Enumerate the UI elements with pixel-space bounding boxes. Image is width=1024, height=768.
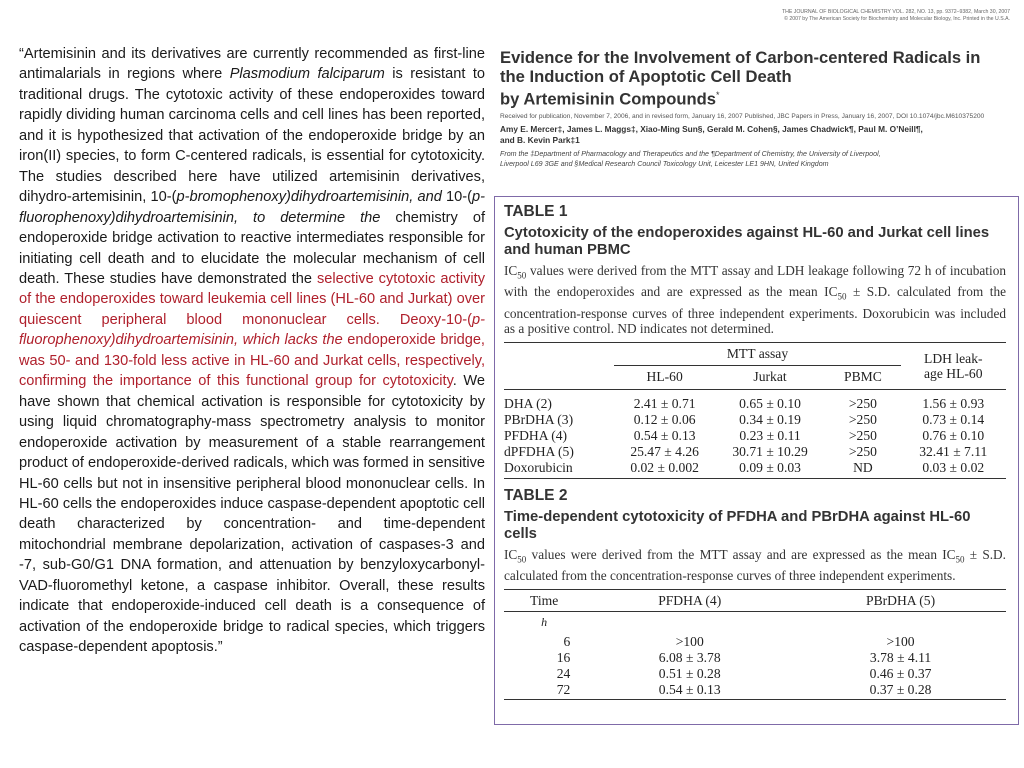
abstract-text-4: chemistry of endoperoxide bridge activation to reactive intermediates responsible for initiating cell death and to elucidate the molecular mechanism of cell death. These studies have demonstrated the: [19, 209, 486, 287]
table-row: [504, 460, 1006, 478]
table2-cell-time: 72: [556, 681, 571, 697]
table1-caption: Cytotoxicity of the endoperoxides against HL-60 and Jurkat cell lines and human PBMC: [504, 225, 990, 258]
table2-caption: Time-dependent cytotoxicity of PFDHA and PBrDHA against HL-60 cells: [504, 509, 971, 542]
article-title-footnote-mark: *: [716, 90, 720, 100]
table1-cell-pbmc: >250: [848, 396, 877, 412]
table2-cell-pfdha: 6.08 ± 3.78: [658, 649, 721, 665]
abstract-quote: [19, 44, 485, 658]
table2-cell-pfdha: 0.54 ± 0.13: [658, 681, 721, 697]
table1-cell-name: PBrDHA (3): [504, 412, 574, 428]
article-authors: [500, 124, 1015, 146]
table1-cell-name: DHA (2): [504, 396, 552, 412]
abstract-highlight-1: selective cytotoxic activity of the endoperoxides toward leukemia cell lines (HL-60 and Jurkat) over quiescent peripheral blood mononuclear cells. Deoxy-10-(: [19, 270, 485, 328]
abstract-text-2: is resistant to traditional drugs. The cytotoxic activity of these endoperoxides toward rapidly dividing human carcinoma cells and cell lines has been reported, and it is hypothesized that activation of the endoperoxide bridge by an iron(II) species, to form C-centered radicals, is essential for cytotoxicity. The studies described here have utilized artemisinin derivatives, dihydro-artemisinin, 10-(: [19, 66, 486, 206]
table1-grid: [504, 342, 1006, 479]
table-row: [504, 428, 1006, 444]
abstract-italic-1: Plasmodium falciparum: [229, 66, 385, 83]
table1-cell-hl60: 0.02 ± 0.002: [630, 460, 699, 476]
table1-cell-jurkat: 0.23 ± 0.11: [739, 428, 801, 444]
table1-group-header: MTT assay: [614, 343, 900, 366]
table2-cell-pfdha: 0.51 ± 0.28: [658, 665, 721, 681]
abstract-highlight-2: endoperoxide bridge, was 50- and 130-fold less active in HL-60 and Jurkat cells, respectively, confirming the importance of this functional group for cytotoxicity: [19, 332, 485, 390]
article-meta: Received for publication, November 7, 2006, and in revised form, January 16, 2007 Published, JBC Papers in Press, January 16, 2007, DOI 10.1074/jbc.M610375200: [500, 112, 985, 120]
article-title-line1: Evidence for the Involvement of Carbon-centered Radicals in: [500, 48, 981, 67]
table2-desc-sub2: 50: [955, 554, 965, 565]
table1-cell-jurkat: 0.34 ± 0.19: [739, 412, 801, 428]
table1-desc-sub2: 50: [837, 292, 847, 303]
table1-desc-b: values were derived from the MTT assay and LDH leakage following 72 h of incubation with the endoperoxides and are expressed as the mean IC: [504, 263, 1006, 300]
abstract-highlight-italic: p-fluorophenoxy)dihydroartemisinin, which lacks the: [19, 311, 485, 349]
article-title-line3-text: by Artemisinin Compounds: [500, 89, 717, 109]
tables-frame: [494, 196, 1019, 725]
table1-cell-pbmc: >250: [848, 412, 877, 428]
article-affiliation-line2: Liverpool L69 3GE and §Medical Research Council Toxicology Unit, Leicester LE1 9HN, United Kingdom: [500, 159, 829, 168]
table-row: [504, 444, 1006, 460]
table1-col-ldh-line2: age HL-60: [924, 366, 983, 382]
table2-cell-pfdha: >100: [675, 633, 704, 649]
table2-desc-sub: 50: [517, 554, 527, 565]
table1-cell-pbmc: >250: [848, 428, 877, 444]
article-title-line3: [500, 86, 1015, 109]
table2-desc-a: IC: [504, 547, 518, 562]
journal-header-line1: THE JOURNAL OF BIOLOGICAL CHEMISTRY VOL. 282, NO. 13, pp. 9372–9382, March 30, 2007: [781, 9, 1010, 15]
table1-description: [504, 263, 1006, 337]
table1-col-pbmc: PBMC: [844, 369, 882, 385]
table2-cell-pbrdha: 0.37 ± 0.28: [869, 681, 932, 697]
table-row: [504, 412, 1006, 428]
abstract-italic-2: p-bromophenoxy)dihydroartemisinin, and: [176, 189, 442, 206]
table1-cell-name: dPFDHA (5): [504, 444, 574, 460]
table1-cell-ldh: 0.73 ± 0.14: [922, 412, 985, 428]
article-authors-line1: Amy E. Mercer‡, James L. Maggs‡, Xiao-Ming Sun§, Gerald M. Cohen§, James Chadwick¶, Paul M. O’Neill¶,: [500, 123, 923, 134]
table2-cell-pbrdha: 3.78 ± 4.11: [869, 649, 932, 665]
table2-col-pfdha: PFDHA (4): [658, 592, 722, 608]
table1-cell-jurkat: 0.09 ± 0.03: [739, 460, 801, 476]
table1-label: TABLE 1: [504, 203, 568, 220]
journal-header-line2: © 2007 by The American Society for Biochemistry and Molecular Biology, Inc. Printed in the U.S.A.: [784, 16, 1010, 22]
table1-cell-ldh: 0.76 ± 0.10: [922, 428, 985, 444]
table-row: [504, 634, 1006, 650]
table-row: [504, 396, 1006, 412]
table1-col-ldh: [901, 343, 1006, 390]
table1-cell-jurkat: 30.71 ± 10.29: [732, 444, 808, 460]
abstract-open-quote: “: [19, 46, 24, 62]
table2-grid: [504, 589, 1006, 700]
table2-cell-pbrdha: >100: [886, 633, 915, 649]
table2-cell-time: 16: [556, 649, 571, 665]
abstract-text-5: . We have shown that chemical activation is responsible for cytotoxicity by using liquid chromatography-mass spectrometry analysis to monitor endoperoxide activation by measurement of a stable rearrangement product of endoperoxide-derived radicals, which was formed in sensitive HL-60 cells but not in insensitive peripheral blood mononuclear cells. In HL-60 cells the endoperoxides induce caspase-dependent apoptotic cell death characterized by concentration- and time-dependent mitochondrial membrane depolarization, activation of caspases-3 and -7, sub-G0/G1 DNA formation, and attenuation by benzyloxycarbonyl-VAD-fluoromethyl ketone, a caspase inhibitor. Overall, these results indicate that endoperoxide-induced cell death is a consequence of activation of the endoperoxide bridge to radical species, which triggers caspase-dependent apoptosis.”: [19, 373, 485, 656]
table1-cell-hl60: 2.41 ± 0.71: [633, 396, 696, 412]
table-row: [504, 666, 1006, 682]
table-row: [504, 650, 1006, 666]
table1-cell-ldh: 1.56 ± 0.93: [922, 396, 985, 412]
table1-col-jurkat: Jurkat: [753, 369, 787, 385]
table2-cell-pbrdha: 0.46 ± 0.37: [869, 665, 932, 681]
table1-cell-ldh: 0.03 ± 0.02: [922, 460, 985, 476]
table1-cell-name: Doxorubicin: [504, 460, 573, 476]
table1-desc-sub: 50: [517, 270, 527, 281]
table2-desc-b: values were derived from the MTT assay and are expressed as the mean IC: [526, 547, 956, 562]
article-title: [500, 48, 1015, 109]
table1-desc-c: ± S.D. calculated from the concentration-response curves of three independent experiments. Doxorubicin was included as a positive control. ND indicates not determined.: [504, 284, 1006, 337]
table1-col-ldh-line1: LDH leak-: [924, 351, 983, 367]
table2-label: TABLE 2: [504, 487, 568, 504]
table1-cell-ldh: 32.41 ± 7.11: [919, 444, 988, 460]
table2-unit: h: [541, 615, 548, 630]
table2-col-time: Time: [530, 592, 559, 608]
abstract-italic-3: p-fluorophenoxy)dihydroartemisinin, to determine the: [19, 189, 485, 226]
abstract-text-1: Artemisinin and its derivatives are currently recommended as first-line antimalarials in regions where: [19, 46, 485, 83]
article-header: [500, 48, 1015, 169]
table2-cell-time: 6: [563, 633, 571, 649]
journal-header: [750, 9, 1010, 23]
table-row: [504, 682, 1006, 700]
table1: [504, 203, 1006, 479]
table1-cell-pbmc: ND: [853, 460, 873, 476]
table2-cell-time: 24: [556, 665, 571, 681]
article-affiliation: [500, 149, 1015, 169]
article-affiliation-line1: From the ‡Department of Pharmacology and Therapeutics and the ¶Department of Chemistry, the University of Liverpool,: [500, 149, 881, 158]
table2-col-pbrdha: PBrDHA (5): [866, 592, 936, 608]
table1-cell-hl60: 0.54 ± 0.13: [633, 428, 696, 444]
table1-desc-a: IC: [504, 263, 518, 278]
table1-cell-jurkat: 0.65 ± 0.10: [739, 396, 801, 412]
table2-desc-c: ± S.D. calculated from the concentration-response curves of three independent experiments.: [504, 547, 1006, 584]
table2-description: [504, 547, 1006, 584]
table1-cell-name: PFDHA (4): [504, 428, 568, 444]
abstract-text-3: 10-(: [441, 189, 473, 206]
article-title-line2: the Induction of Apoptotic Cell Death: [500, 67, 792, 86]
article-authors-line2: and B. Kevin Park‡1: [500, 134, 580, 145]
table1-col-hl60: HL-60: [646, 369, 683, 385]
table1-cell-pbmc: >250: [848, 444, 877, 460]
table1-cell-hl60: 25.47 ± 4.26: [630, 444, 699, 460]
table2: [504, 487, 1006, 700]
table1-cell-hl60: 0.12 ± 0.06: [633, 412, 696, 428]
